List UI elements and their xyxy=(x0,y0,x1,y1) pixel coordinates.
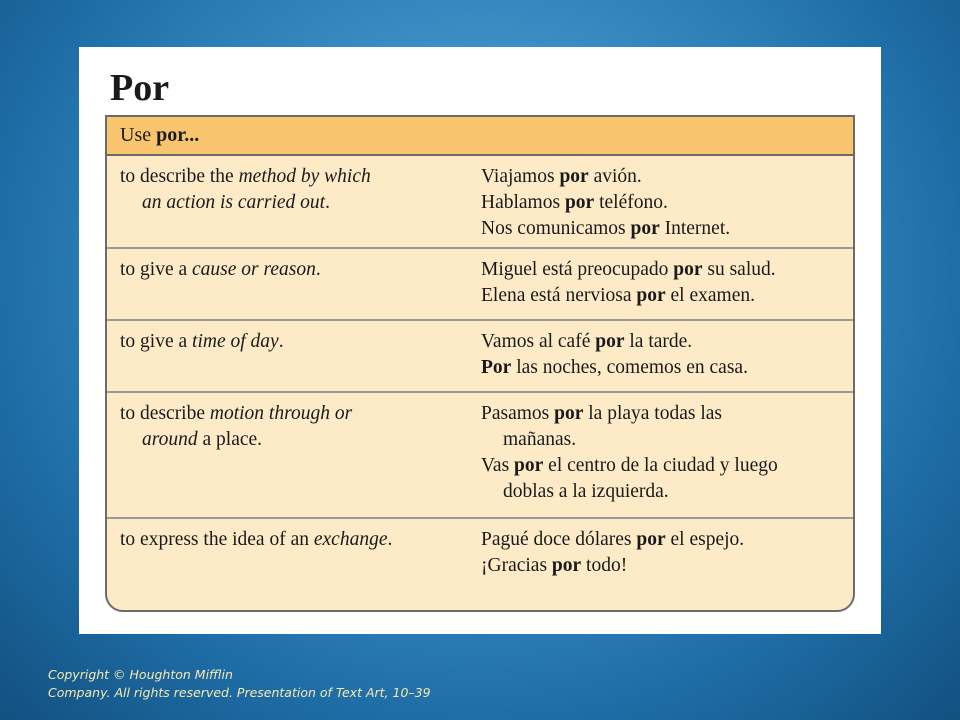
text-segment: mañanas. xyxy=(503,429,577,450)
keyword-por: por xyxy=(636,529,666,550)
text-segment: Viajamos xyxy=(481,166,560,187)
examples xyxy=(481,329,851,381)
text-segment: to describe the xyxy=(120,166,239,187)
keyword-por: por xyxy=(636,285,666,306)
text-segment: avión. xyxy=(588,166,642,187)
text-segment: Miguel está preocupado xyxy=(481,259,674,280)
use-line xyxy=(120,259,321,280)
example-sentence xyxy=(481,164,851,190)
text-segment: el espejo. xyxy=(665,529,745,550)
copyright-line-2: Company. All rights reserved. Presentation of Text Art, 10–39 xyxy=(48,685,431,700)
copyright-line-1: Copyright © Houghton Mifflin xyxy=(48,667,233,682)
example-sentence xyxy=(481,553,851,579)
text-segment: time of day xyxy=(192,331,279,352)
example-sentence xyxy=(481,355,851,381)
keyword-por: por xyxy=(673,259,703,280)
keyword-por: por xyxy=(554,403,584,424)
text-segment: la playa todas las xyxy=(583,403,722,424)
use-line xyxy=(120,331,284,352)
use-description xyxy=(120,527,460,553)
text-segment: . xyxy=(325,192,330,213)
example-sentence xyxy=(481,190,851,216)
slide-panel xyxy=(79,47,881,634)
header-text: Use xyxy=(120,124,157,146)
text-segment: cause or reason xyxy=(192,259,316,280)
example-sentence xyxy=(481,257,851,283)
text-segment: todo! xyxy=(581,555,628,576)
keyword-por: por xyxy=(564,192,595,213)
text-segment: . xyxy=(278,331,284,352)
table-row xyxy=(107,156,853,249)
use-line xyxy=(120,427,460,453)
text-segment: Nos comunicamos xyxy=(481,218,631,239)
text-segment: . xyxy=(315,259,321,280)
text-segment: Vas xyxy=(481,455,515,476)
example-sentence xyxy=(481,283,851,309)
text-segment: an action is carried out xyxy=(142,192,326,213)
text-segment: su salud. xyxy=(702,259,776,280)
use-line xyxy=(120,166,371,187)
text-segment: method by which xyxy=(238,166,371,187)
text-segment: Elena está nerviosa xyxy=(481,285,637,306)
text-segment: around xyxy=(142,429,198,450)
keyword-por: por xyxy=(559,166,589,187)
table-row xyxy=(107,519,853,610)
text-segment: to express the idea of an xyxy=(120,529,314,550)
use-description xyxy=(120,401,460,453)
examples xyxy=(481,401,851,505)
text-segment: motion through or xyxy=(209,403,353,424)
use-line xyxy=(120,403,352,424)
use-description xyxy=(120,329,460,355)
use-line xyxy=(120,190,460,216)
examples xyxy=(481,257,851,309)
use-description xyxy=(120,164,460,216)
example-sentence xyxy=(481,329,851,355)
text-segment: Hablamos xyxy=(481,192,565,213)
keyword-por: Por xyxy=(481,357,512,378)
example-sentence xyxy=(481,401,851,427)
table-row xyxy=(107,321,853,393)
text-segment: . xyxy=(387,529,393,550)
text-segment: las noches, comemos en casa. xyxy=(511,357,748,378)
table-row xyxy=(107,249,853,321)
text-segment: to give a xyxy=(120,331,193,352)
keyword-por: por xyxy=(595,331,625,352)
keyword-por: por xyxy=(630,218,660,239)
text-segment: la tarde. xyxy=(624,331,693,352)
text-segment: ¡Gracias xyxy=(481,555,552,576)
text-segment: to give a xyxy=(120,259,193,280)
table-row xyxy=(107,393,853,519)
text-segment: Vamos al café xyxy=(481,331,596,352)
keyword-por: por xyxy=(551,555,582,576)
table-header xyxy=(107,117,853,156)
example-sentence xyxy=(481,427,851,453)
examples xyxy=(481,527,851,579)
keyword-por: por xyxy=(514,455,544,476)
use-description xyxy=(120,257,460,283)
text-segment: Pagué doce dólares xyxy=(481,529,637,550)
use-line xyxy=(120,529,392,550)
text-segment: Internet. xyxy=(659,218,731,239)
text-segment: teléfono. xyxy=(594,192,668,213)
copyright-footer xyxy=(48,666,568,702)
text-segment: el centro de la ciudad y luego xyxy=(543,455,778,476)
example-sentence xyxy=(481,453,851,479)
example-sentence xyxy=(481,216,851,242)
text-segment: Pasamos xyxy=(481,403,555,424)
header-ellipsis: ... xyxy=(184,124,200,146)
por-usage-table xyxy=(105,115,855,612)
text-segment: a place. xyxy=(197,429,263,450)
example-sentence xyxy=(481,527,851,553)
example-sentence xyxy=(481,479,851,505)
header-keyword: por xyxy=(156,124,185,146)
text-segment: doblas a la izquierda. xyxy=(503,481,669,502)
page-title: Por xyxy=(110,67,170,109)
text-segment: exchange xyxy=(313,529,388,550)
examples xyxy=(481,164,851,242)
text-segment: to describe xyxy=(120,403,210,424)
text-segment: el examen. xyxy=(665,285,755,306)
